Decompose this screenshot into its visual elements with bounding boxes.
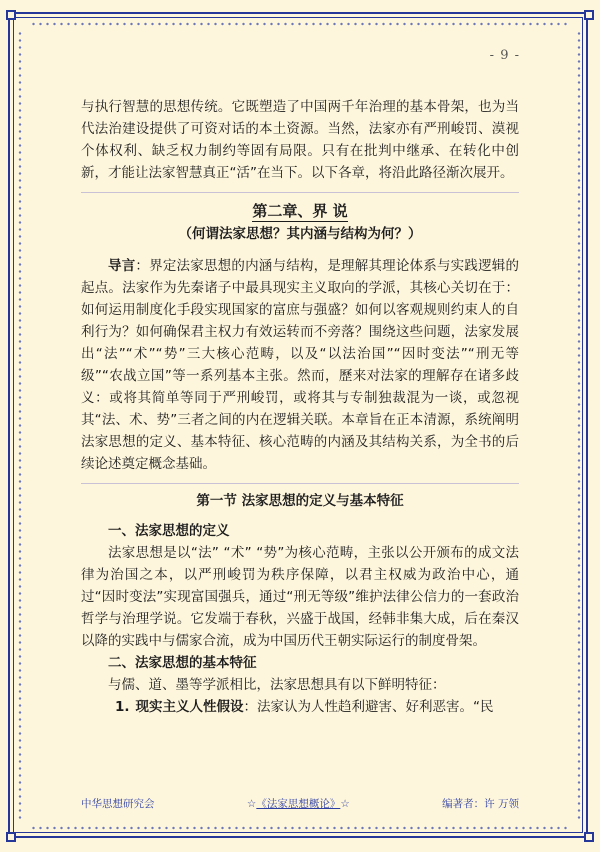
corner-ornament-top-left xyxy=(6,10,16,20)
feature-item-number: 1. xyxy=(115,699,130,715)
footer-author: 编著者：许 万领 xyxy=(442,798,519,810)
chapter-title xyxy=(81,199,519,223)
footer-organization: 中华思想研究会 xyxy=(81,798,155,810)
intro-paragraph: 与执行智慧的思想传统。它既塑造了中国两千年治理的基本骨架，也为当代法治建设提供了可资对话的本土资源。当然，法家亦有严刑峻罚、漠视个体权利、缺乏权力制约等固有局限。只有在批判中继承、在转化中创新，才能让法家智慧真正“活”在当下。以下各章，将沿此路径渐次展开。 xyxy=(81,99,519,181)
feature-item-text: ：法家认为人性趋利避害、好利恶害。“民 xyxy=(243,699,494,715)
footer-star-icon: ☆ xyxy=(340,798,350,810)
corner-ornament-bottom-left xyxy=(6,832,16,842)
subheading-features: 二、法家思想的基本特征 xyxy=(108,655,257,671)
page-footer xyxy=(81,796,519,811)
corner-ornament-bottom-right xyxy=(584,832,594,842)
border-dots-left xyxy=(18,30,22,820)
footer-book-title xyxy=(247,796,350,811)
feature-item-1 xyxy=(81,696,519,718)
page-content xyxy=(81,96,519,718)
feature-item-keyword: 现实主义人性假设 xyxy=(135,699,244,715)
divider xyxy=(81,192,519,193)
corner-ornament-top-right xyxy=(584,10,594,20)
divider xyxy=(81,483,519,484)
definition-paragraph: 法家思想是以“法” “术” “势”为核心范畴，主张以公开颁布的成文法律为治国之本，以严刑峻罚为秩序保障，以君主权威为政治中心，通过“因时变法”实现富国强兵，通过“刑无等级”维护法律公信力的一套政治哲学与治理学说。它发端于春秋，兴盛于战国，经韩非集大成，后在秦汉以降的实践中与儒家合流，成为中国历代王朝实际运行的制度骨架。 xyxy=(81,545,519,649)
footer-title-text: 《法家思想概论》 xyxy=(256,798,341,810)
border-dots-bottom xyxy=(30,826,570,830)
lead-paragraph xyxy=(81,255,519,475)
section-title: 第一节 法家思想的定义与基本特征 xyxy=(196,493,404,509)
chapter-title-text: 第二章、界 说 xyxy=(252,202,348,220)
lead-label: 导言 xyxy=(108,258,136,274)
subheading-definition: 一、法家思想的定义 xyxy=(108,523,230,539)
page-number: - 9 - xyxy=(489,48,520,63)
footer-star-icon: ☆ xyxy=(246,798,257,810)
border-dots-top xyxy=(30,22,570,26)
chapter-subtitle: （何谓法家思想？其内涵与结构为何？） xyxy=(178,226,422,242)
lead-text: ：界定法家思想的内涵与结构，是理解其理论体系与实践逻辑的起点。法家作为先秦诸子中最具现实主义取向的学派，其核心关切在于：如何运用制度化手段实现国家的富庶与强盛？如何以客观规则约束人的自利行为？如何确保君主权力有效运转而不旁落？围绕这些问题，法家发展出“法”“术”“势”三大核心范畴，以及“以法治国”“因时变法”“刑无等级”“农战立国”等一系列基本主张。然而，歷来对法家的理解存在诸多歧义：或将其简单等同于严刑峻罚，或将其与专制独裁混为一谈，或忽视其“法、术、势”三者之间的内在逻辑关联。本章旨在正本清源，系统阐明法家思想的定义、基本特征、核心范畴的内涵及其结构关系，为全书的后续论述奠定概念基础。 xyxy=(81,258,520,472)
features-intro: 与儒、道、墨等学派相比，法家思想具有以下鲜明特征： xyxy=(108,677,446,693)
border-dots-right xyxy=(577,30,581,820)
